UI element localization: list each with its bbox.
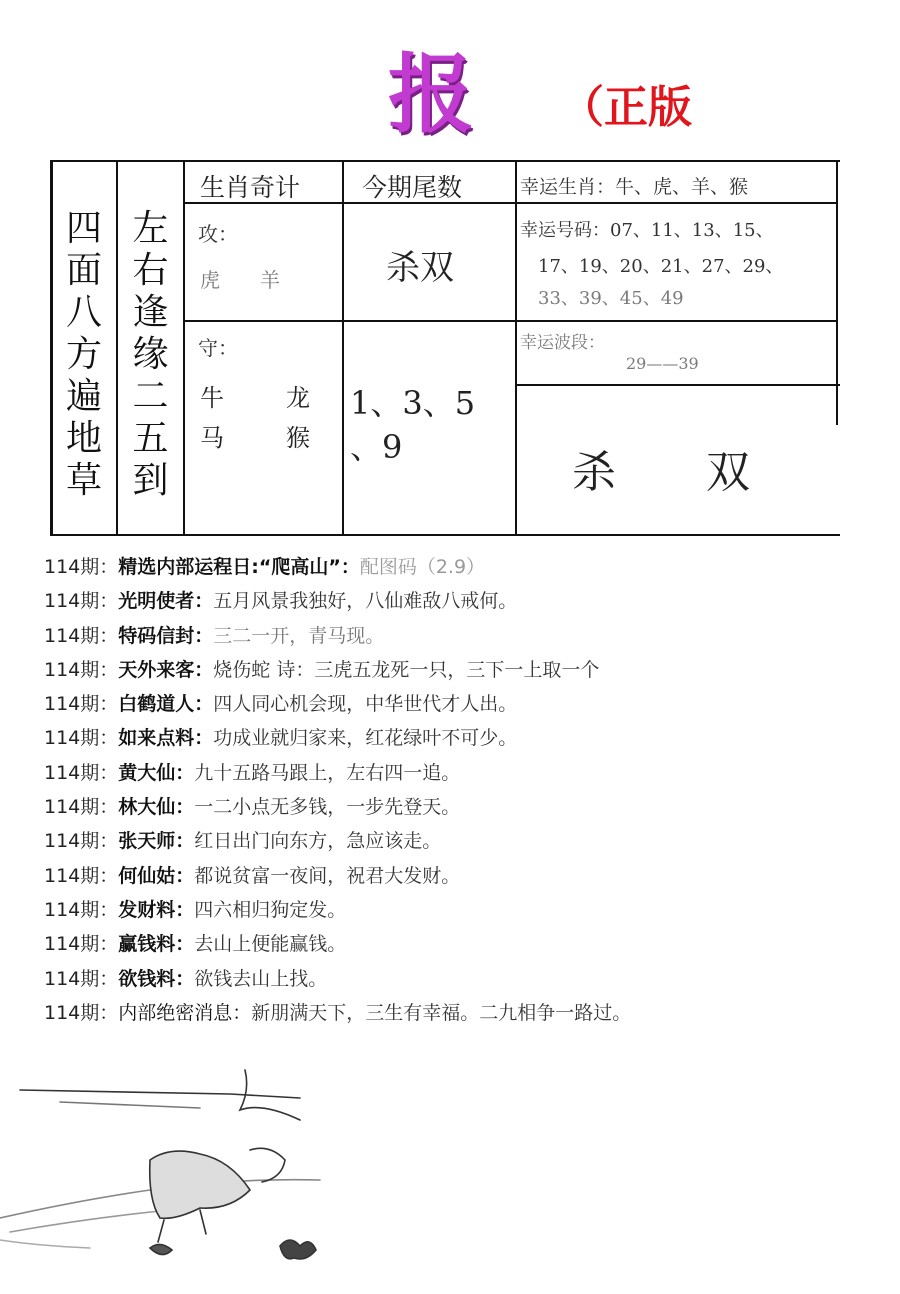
lucky-band-label: 幸运波段：: [520, 333, 605, 353]
list-item: [44, 895, 844, 929]
issue-number: 114期：: [44, 727, 119, 750]
prediction-text: 新朋满天下，三生有幸福。二九相争一路过。: [251, 1001, 632, 1024]
prediction-text: 九十五路马跟上，左右四一追。: [194, 761, 461, 784]
prediction-text: 都说贫富一夜间，祝君大发财。: [194, 864, 461, 887]
source-label: 如来点料：: [118, 727, 214, 750]
source-label: 特码信封：: [118, 624, 214, 647]
source-label: 张天师：: [118, 830, 195, 853]
vchar: 遍: [65, 376, 102, 417]
source-label: 精选内部运程日:“爬高山”：: [118, 556, 360, 578]
sketch-line: [0, 1240, 90, 1248]
issue-number: 114期：: [44, 693, 119, 716]
vchar: 逢: [132, 292, 169, 333]
vchar: 草: [65, 460, 102, 501]
list-item: [44, 861, 844, 895]
issue-number: 114期：: [44, 796, 119, 819]
sketch-line: [10, 1210, 170, 1232]
source-label: 天外来客：: [118, 658, 214, 681]
vertical-slogan-1: [52, 208, 116, 502]
list-item: [44, 998, 844, 1032]
vertical-slogan-2: [118, 208, 183, 502]
vchar: 左: [132, 208, 169, 249]
issue-number: 114期：: [44, 933, 119, 956]
source-label: 白鹤道人：: [118, 693, 214, 716]
lucky-numbers-line2: 17、19、20、21、27、29、: [538, 256, 784, 277]
kill-double-char: 双: [706, 447, 750, 498]
lucky-band-range: 29——39: [626, 354, 699, 373]
prediction-text: 四六相归狗定发。: [194, 898, 347, 921]
prediction-text: 三二一开，青马现。: [213, 624, 385, 647]
defend-value: 猴: [286, 424, 310, 452]
issue-number: 114期：: [44, 590, 119, 613]
defend-value: 龙: [286, 384, 310, 412]
lucky-numbers-line1: 幸运号码：07、11、13、15、: [520, 220, 774, 241]
attack-label: 攻：: [198, 222, 238, 246]
vchar: 缘: [132, 334, 169, 375]
defend-value: 马: [200, 424, 224, 452]
prediction-text: 欲钱去山上找。: [194, 967, 328, 990]
source-label: 内部绝密消息：: [118, 1001, 252, 1024]
attack-value: 羊: [260, 268, 280, 292]
source-label: 林大仙：: [118, 796, 195, 819]
attack-value: 虎: [200, 268, 220, 292]
vchar: 地: [65, 418, 102, 459]
lucky-numbers-line3: 33、39、45、49: [538, 288, 684, 309]
tail-numbers-line2: 、9: [350, 428, 403, 466]
list-item: [44, 621, 844, 655]
vchar: 面: [65, 250, 102, 291]
rock: [150, 1244, 172, 1254]
issue-number: 114期：: [44, 1001, 119, 1024]
prediction-list: [44, 552, 844, 1032]
prediction-text: 红日出门向东方，急应该走。: [194, 830, 442, 853]
decorative-sketch: [0, 1050, 360, 1294]
prediction-text: 一二小点无多钱，一步先登天。: [194, 796, 461, 819]
issue-number: 114期：: [44, 830, 119, 853]
source-label: 光明使者：: [118, 590, 214, 613]
page-subtitle: （正版: [560, 82, 692, 133]
prediction-text: 去山上便能赢钱。: [194, 933, 347, 956]
list-item: [44, 586, 844, 620]
issue-number: 114期：: [44, 898, 119, 921]
page-title: 报: [388, 44, 476, 145]
prediction-text: 五月风景我独好，八仙难敌八戒何。: [213, 590, 518, 613]
vchar: 五: [132, 418, 169, 459]
sketch-line: [60, 1102, 200, 1108]
vchar: 右: [132, 250, 169, 291]
defend-value: 牛: [200, 384, 224, 412]
prediction-text: 四人同心机会现，中华世代才人出。: [213, 693, 518, 716]
forecast-table: [50, 160, 840, 536]
sketch-line: [20, 1090, 300, 1098]
tail-header: 今期尾数: [362, 173, 463, 202]
horse-body: [150, 1151, 250, 1218]
source-label: 发财料：: [118, 898, 195, 921]
issue-number: 114期：: [44, 624, 119, 647]
zodiac-header: 生肖奇计: [200, 173, 301, 202]
rider: [250, 1148, 285, 1182]
source-label: 欲钱料：: [118, 967, 195, 990]
tail-numbers-line1: 1、3、5: [350, 384, 476, 422]
issue-number: 114期：: [44, 967, 119, 990]
vchar: 方: [65, 334, 102, 375]
list-item: [44, 826, 844, 860]
prediction-text: 配图码（2.9）: [359, 556, 486, 578]
kill-double-char: 杀: [572, 447, 616, 498]
list-item: [44, 929, 844, 963]
lucky-zodiac: 幸运生肖：牛、虎、羊、猴: [520, 176, 749, 198]
list-item: [44, 723, 844, 757]
vchar: 到: [132, 460, 169, 501]
defend-label: 守：: [198, 336, 238, 360]
vchar: 二: [132, 376, 169, 417]
issue-number: 114期：: [44, 761, 119, 784]
flower: [280, 1240, 316, 1259]
list-item: [44, 655, 844, 689]
vchar: 四: [65, 208, 102, 249]
issue-number: 114期：: [44, 556, 119, 578]
issue-number: 114期：: [44, 864, 119, 887]
kill-double-tail: 杀双: [386, 248, 454, 288]
prediction-text: 烧伤蛇 诗：三虎五龙死一只，三下一上取一个: [213, 658, 600, 681]
source-label: 赢钱料：: [118, 933, 195, 956]
list-item: [44, 964, 844, 998]
issue-number: 114期：: [44, 658, 119, 681]
list-item: [44, 758, 844, 792]
source-label: 黄大仙：: [118, 761, 195, 784]
source-label: 何仙姑：: [118, 864, 195, 887]
list-item: [44, 689, 844, 723]
prediction-text: 功成业就归家来，红花绿叶不可少。: [213, 727, 518, 750]
vchar: 八: [65, 292, 102, 333]
list-item: [44, 792, 844, 826]
list-item: [44, 552, 844, 586]
